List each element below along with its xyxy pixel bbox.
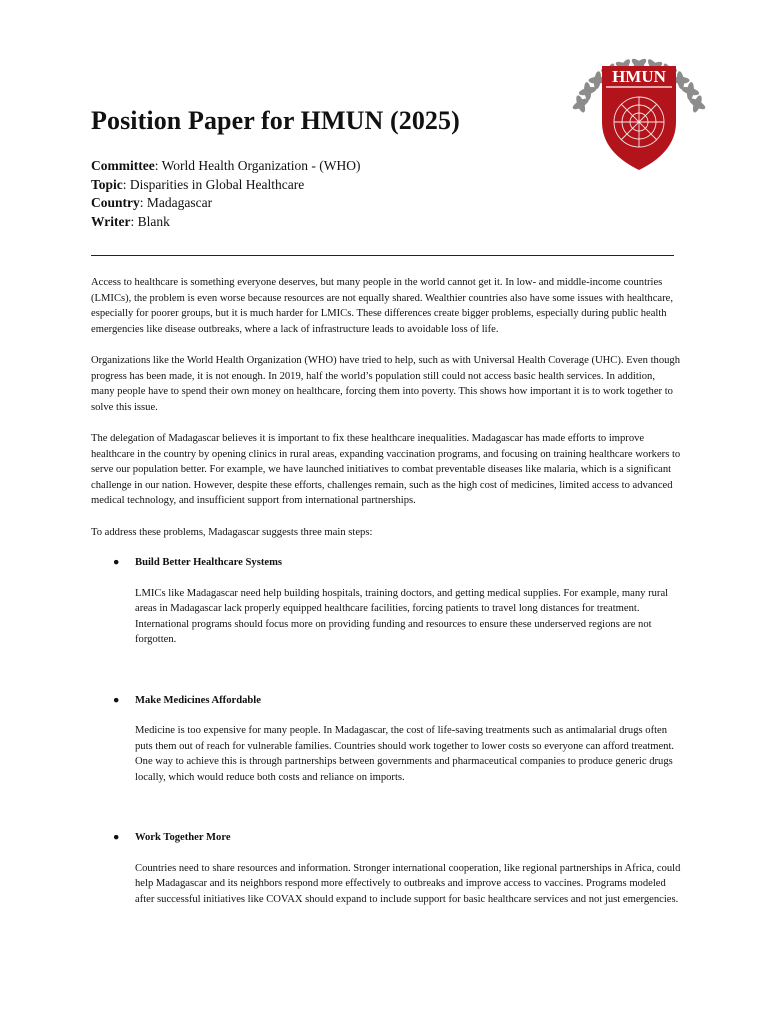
bullet-icon: ●: [113, 694, 120, 706]
logo-text: HMUN: [612, 67, 666, 86]
bullet-icon: ●: [113, 832, 120, 843]
country-label: Country: [91, 195, 140, 210]
paragraph: Organizations like the World Health Organization (WHO) have tried to help, such as with Universal Health Coverage (UHC). Even though progress has been made, it is not enough. In 2019, half the world’s population still could not access basic health services. In addition, many people have to spend their own money on healthcare, forcing them into poverty. This shows how important it is to work together to solve this issue.: [91, 355, 681, 413]
bullet-paragraph: Countries need to share resources and information. Stronger international cooperation, like regional partnerships in Africa, could help Madagascar and its neighbors respond more effectively to outbreaks and improve access to vaccines. Programs modeled after successful initiatives like COVAX should expand to include support for basic healthcare services and not just emergencies.: [135, 862, 681, 905]
paragraph: Access to healthcare is something everyone deserves, but many people in the world cannot get it. In low- and middle-income countries (LMICs), the problem is even worse because resources are not equally shared. Wealthier countries also have some issues with healthcare, especially for poorer groups, but it is much harder for LMICs. These differences create bigger problems, especially during public health emergencies like disease outbreaks, where a lack of infrastructure leads to avoidable loss of life.: [91, 277, 673, 335]
horizontal-divider: [91, 255, 674, 256]
bullet-paragraph: LMICs like Madagascar need help building hospitals, training doctors, and getting medical supplies. For example, many rural areas in Madagascar lack properly equipped healthcare facilities, forcing patients to travel long distances for treatment. International programs should focus more on providing funding and resources to ensure these underserved regions are not forgotten.: [135, 587, 669, 645]
bullet-icon: ●: [113, 557, 120, 568]
bullet-heading-text: Work Together More: [135, 832, 231, 843]
country-value: : Madagascar: [139, 195, 213, 210]
un-globe-icon: [614, 97, 664, 147]
bullet-heading: [91, 693, 681, 709]
paragraph: To address these problems, Madagascar suggests three main steps:: [91, 526, 373, 538]
paper-metadata: [91, 157, 360, 231]
hmun-logo: [562, 52, 716, 188]
topic-row: [91, 176, 360, 195]
bullet-heading: [91, 555, 681, 571]
writer-label: Writer: [91, 213, 131, 229]
country-row: [91, 194, 360, 213]
bullet-heading-text: Build Better Healthcare Systems: [135, 557, 283, 568]
committee-label: Committee: [91, 158, 155, 173]
topic-value: : Disparities in Global Healthcare: [122, 176, 305, 192]
bullet-heading-text: Make Medicines Affordable: [135, 694, 261, 706]
laurel-leaf: [676, 71, 685, 90]
writer-value: : Blank: [130, 213, 170, 229]
page-title: Position Paper for HMUN (2025): [91, 106, 460, 135]
committee-row: [91, 157, 360, 176]
laurel-leaf: [686, 82, 695, 101]
topic-label: Topic: [91, 176, 123, 192]
paper-body: [91, 275, 681, 907]
committee-value: : World Health Organization - (WHO): [154, 158, 361, 173]
writer-row: [91, 213, 360, 232]
bullet-heading: [91, 830, 681, 846]
bullet-paragraph: Medicine is too expensive for many people. In Madagascar, the cost of life-saving treatments such as antimalarial drugs often puts them out of reach for vulnerable families. Countries should work together to lower costs so everyone can afford treatment. One way to achieve this is through partnerships between governments and pharmaceutical companies to produce generic drugs locally, which would reduce both costs and reliance on imports.: [135, 725, 675, 783]
paragraph: The delegation of Madagascar believes it is important to fix these healthcare inequalities. Madagascar has made efforts to improve healthcare in the country by opening clinics in rural areas, expanding vaccination programs, and focusing on training healthcare workers to serve our population better. For example, we have launched initiatives to combat preventable diseases like malaria, which is a significant challenge in our nation. However, despite these efforts, challenges remain, such as the high cost of medicines, limited access to advanced medical technology, and insufficient support from international partnerships.: [91, 433, 681, 506]
